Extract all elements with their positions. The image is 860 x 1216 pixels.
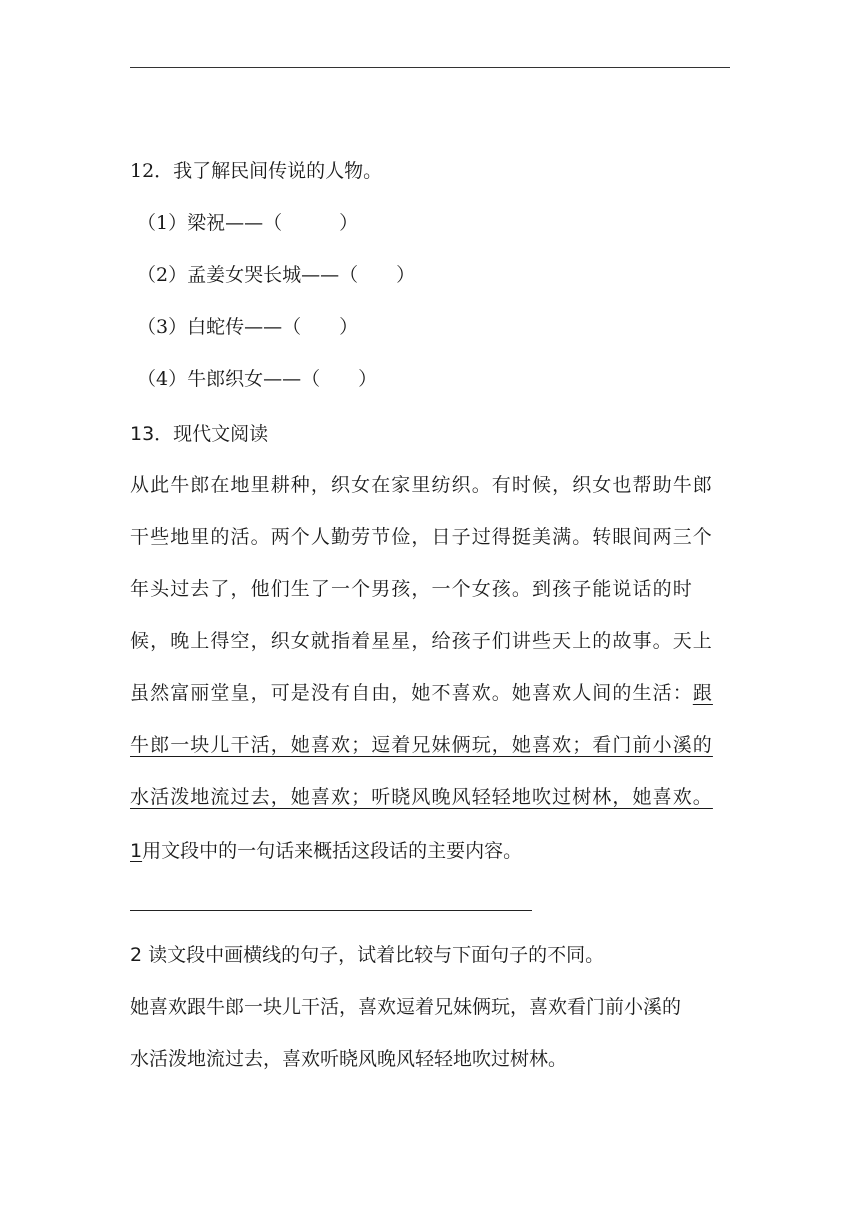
sub-question-1-text: 用文段中的一句话来概括这段话的主要内容。 [142, 840, 523, 862]
underlined-sentence: 水活泼地流过去，她喜欢；听晓风晚风轻轻地吹过树林，她喜欢。 [130, 786, 713, 808]
q13-title: 13．现代文阅读 [130, 423, 269, 445]
passage-line [130, 782, 722, 834]
passage-line: 年头过去了，他们生了一个男孩，一个女孩。到孩子能说话的时 [130, 578, 693, 600]
underlined-sentence-start: 跟 [692, 682, 713, 704]
answer-blank-line[interactable] [130, 910, 532, 911]
underlined-sentence: 牛郎一块儿干活，她喜欢；逗着兄妹俩玩，她喜欢；看门前小溪的 [130, 734, 713, 756]
q12-item-1: （1）梁祝——（ ） [137, 212, 359, 234]
passage-text: 虽然富丽堂皇，可是没有自由，她不喜欢。她喜欢人间的生活： [130, 682, 693, 704]
passage-line [130, 678, 722, 730]
sub-question-2: 2 读文段中画横线的句子，试着比较与下面句子的不同。 [130, 944, 605, 966]
passage-line: 候，晚上得空，织女就指着星星，给孩子们讲些天上的故事。天上 [130, 630, 713, 652]
compare-sentence-line: 她喜欢跟牛郎一块儿干活，喜欢逗着兄妹俩玩，喜欢看门前小溪的 [130, 996, 682, 1018]
passage-line [130, 730, 722, 782]
q12-item-3: （3）白蛇传——（ ） [137, 316, 359, 338]
q12-item-2: （2）孟姜女哭长城——（ ） [137, 264, 416, 286]
passage-line: 从此牛郎在地里耕种，织女在家里纺织。有时候，织女也帮助牛郎 [130, 474, 713, 496]
sub-question-1 [130, 838, 522, 864]
header-rule [130, 67, 730, 68]
sub-question-1-number: 1 [130, 840, 143, 862]
reading-passage [130, 470, 722, 834]
compare-sentence-line: 水活泼地流过去，喜欢听晓风晚风轻轻地吹过树林。 [130, 1048, 568, 1070]
passage-line: 干些地里的活。两个人勤劳节俭，日子过得挺美满。转眼间两三个 [130, 526, 713, 548]
q12-item-4: （4）牛郎织女——（ ） [137, 368, 378, 390]
q12-title: 12．我了解民间传说的人物。 [130, 160, 383, 182]
